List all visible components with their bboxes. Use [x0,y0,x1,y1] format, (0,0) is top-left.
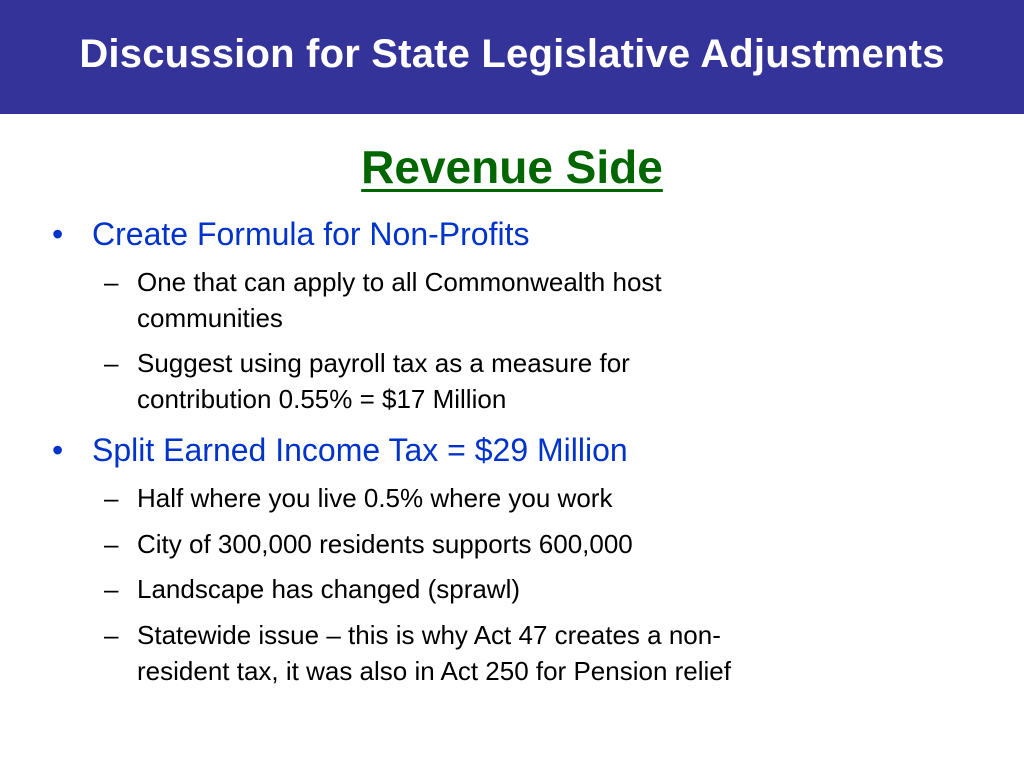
bullet-text: Split Earned Income Tax = $29 Million [92,432,628,468]
sub-bullet-marker: – [104,574,119,604]
title-bar [0,0,1024,114]
sub-bullet-text: One that can apply to all Commonwealth host [137,267,662,297]
sub-bullet-text: Statewide issue – this is why Act 47 creates a non- [137,620,721,650]
bullet-marker: • [52,216,64,252]
sub-bullet-marker: – [104,620,119,650]
sub-bullet-text: Landscape has changed (sprawl) [137,574,521,604]
section-heading-wrap [0,140,1024,194]
sub-bullet-text-continued: contribution 0.55% = $17 Million [137,384,507,414]
bullet-text: Create Formula for Non-Profits [92,216,530,252]
sub-bullet-text-continued: communities [137,303,283,333]
sub-bullet-text: Half where you live 0.5% where you work [137,483,613,513]
section-heading: Revenue Side [361,141,663,193]
sub-bullet-text: Suggest using payroll tax as a measure for [137,348,630,378]
sub-bullet-marker: – [104,348,119,378]
sub-bullet-text-continued: resident tax, it was also in Act 250 for Pension relief [137,656,731,686]
bullet-marker: • [52,432,64,468]
slide-title: Discussion for State Legislative Adjustments [79,31,945,76]
sub-bullet-marker: – [104,267,119,297]
sub-bullet-marker: – [104,483,119,513]
sub-bullet-text: City of 300,000 residents supports 600,000 [137,529,633,559]
sub-bullet-marker: – [104,529,119,559]
